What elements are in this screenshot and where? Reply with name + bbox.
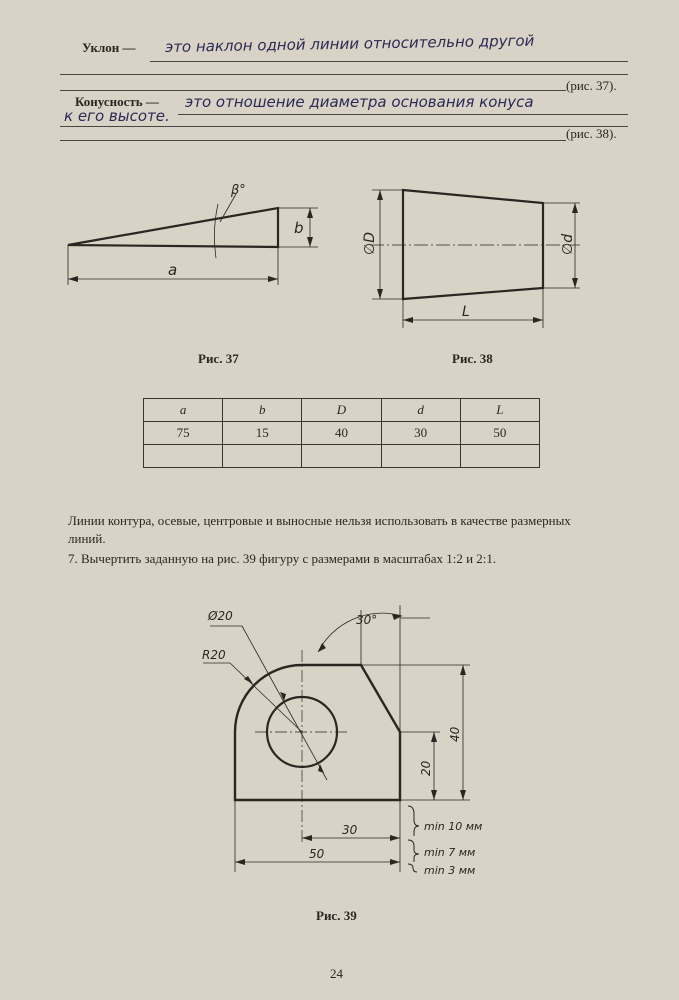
label-D: ∅D — [362, 232, 378, 255]
spacing-note: min 3 мм — [424, 864, 476, 877]
table-header-cell: b — [223, 399, 302, 422]
table-cell: 50 — [460, 422, 539, 445]
table-header-cell: d — [381, 399, 460, 422]
note-text: Линии контура, осевые, центровые и выносные нельзя использовать в качестве размерных линий. — [68, 513, 571, 546]
label-a: a — [168, 261, 178, 279]
table-cell: 30 — [381, 422, 460, 445]
taper-figure-ref: (рис. 38). — [566, 126, 617, 141]
taper-answer-line2: к его высоте. — [64, 107, 170, 125]
label-b: b — [294, 219, 304, 237]
task-text: 7. Вычертить заданную на рис. 39 фигуру с размерами в масштабах 1:2 и 2:1. — [68, 551, 497, 566]
table-cell: 15 — [223, 422, 302, 445]
dim-width-total: 50 — [309, 847, 325, 861]
table-header-cell: D — [302, 399, 381, 422]
dim-angle: 30° — [356, 613, 378, 627]
label-beta: β° — [231, 183, 246, 198]
table-header-cell: L — [460, 399, 539, 422]
dim-width-inner: 30 — [342, 823, 358, 837]
dim-diameter: Ø20 — [208, 609, 233, 623]
table-cell: 40 — [302, 422, 381, 445]
spacing-note: min 7 мм — [424, 846, 476, 859]
figure-38-caption: Рис. 38 — [452, 351, 493, 366]
dim-height-step: 20 — [419, 760, 433, 776]
slope-term: Уклон — — [82, 40, 136, 55]
taper-term: Конусность — — [75, 94, 159, 109]
label-L: L — [462, 304, 470, 320]
page-number: 24 — [330, 966, 343, 981]
slope-answer: это наклон одной линии относительно другой — [164, 31, 535, 56]
table-header-cell: a — [144, 399, 223, 422]
taper-answer-line1: это отношение диаметра основания конуса — [185, 93, 534, 111]
dim-height-total: 40 — [448, 726, 462, 742]
part-outline — [235, 665, 400, 800]
dim-radius: R20 — [202, 648, 226, 662]
slope-figure-ref: (рис. 37). — [566, 78, 617, 93]
label-d: ∅d — [560, 233, 576, 255]
spacing-note: min 10 мм — [424, 820, 483, 833]
table-cell: 75 — [144, 422, 223, 445]
figure-39-caption: Рис. 39 — [316, 908, 357, 923]
figure-37-caption: Рис. 37 — [198, 351, 239, 366]
